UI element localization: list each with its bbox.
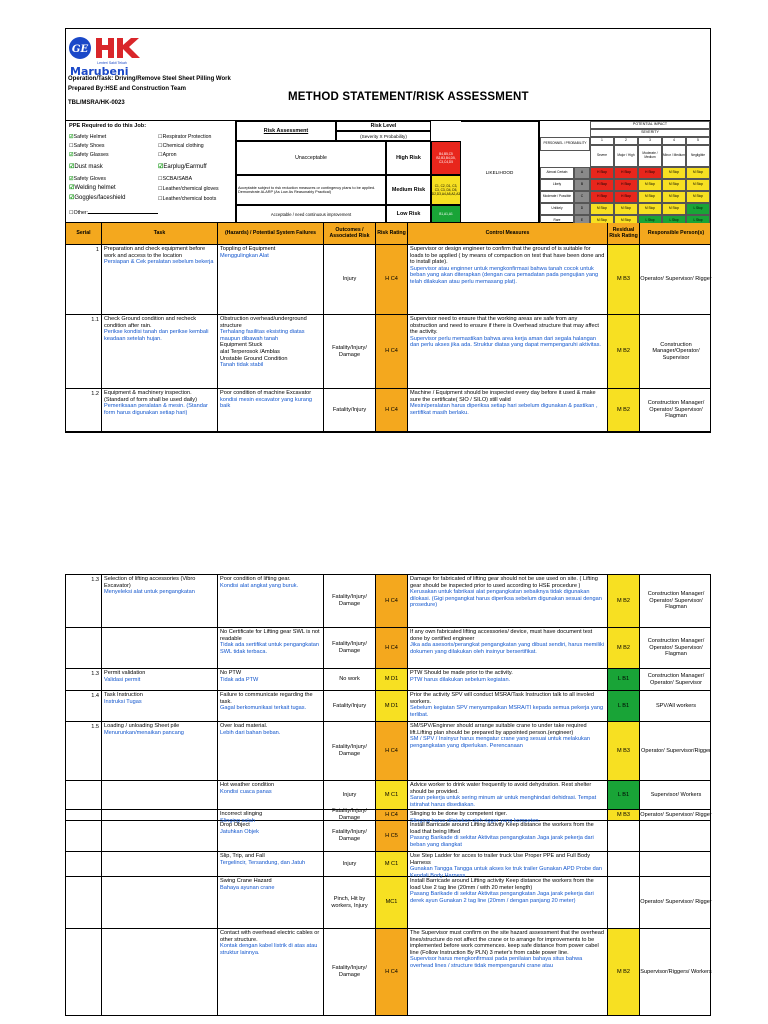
serial-cell: 1	[66, 245, 102, 314]
outcome-cell: Injury	[324, 245, 376, 314]
operation-task: Operation/Task: Driving/Remove Steel Sheet Pilling Work	[68, 76, 231, 82]
outcome-cell: Fatality/Injury/ Damage	[324, 628, 376, 668]
document-number: TBL/MSRA/HK-0023	[68, 100, 125, 106]
top-rows	[66, 245, 710, 432]
risk-rating-cell: MC1	[376, 877, 408, 928]
severity-matrix	[539, 121, 711, 223]
hazard-cell: Toppling of Equipment Menggulingkan Alat	[218, 245, 324, 314]
task-cell: Check Ground condition and recheck condition after rain. Perikse kondisi tanah dan perikse kembali keadaan setelah hujan.	[102, 315, 218, 388]
responsible-cell: Supervisor/Riggers/ Workers	[640, 968, 712, 975]
control-cell: Supervisor or design engineer to confirm that the ground of is suitable for loads to be applied ( by means of compaction on test that have been done and to install plate). Supervisor atau enginner untuk mengkonfirmasi bahwa tanah cocok untuk beban yang akan diterapkan (dengan cara pemadatan pada pengujian yang telah dilakukan atau perlu memasang plat).	[408, 245, 608, 314]
hazard-cell: Slip, Trip, and Fall Tergelincir, Tersandung, dan Jatuh	[218, 852, 324, 876]
likelihood-row-code: E	[574, 215, 590, 227]
severity-heading: SEVERITY	[590, 129, 710, 137]
severity-cell: M Stop	[638, 179, 662, 191]
potential-impact-heading: POTENTIAL IMPACT	[590, 121, 710, 129]
task-cell: Preparation and check equipment before work and access to the location Persiapan & Cek peralatan sebelum bekerja	[102, 245, 218, 314]
risk-rating-cell: M C1	[376, 781, 408, 809]
serial-cell	[66, 852, 102, 876]
serial-cell	[66, 781, 102, 809]
residual-rating-cell: M B2	[608, 315, 640, 388]
control-cell: Supervisor need to ensure that the working areas are safe from any obstruction and need to ensure if there is Overhead structure that may affect the activity. Supervisor perlu memastikan bahwa area kerja aman dari segala halangan dan perlu akses jika ada. Struktur diatas yang dapat mempengaruhi aktivitas.	[408, 315, 608, 388]
serial-cell: 1.2	[66, 389, 102, 431]
col-outcomes: Outcomes / Associated Risk	[324, 223, 376, 245]
control-cell: Install Barricade around Lifting activity Keep distance the workers from the load Use 2 tag line (20mm / with 20 meter length) Pasang Barikade di sekitar Aktivitas pengangkatan Jaga jarak pekerja dari derek ayun Gunakan 2 tag line (20mm / dengan panjang 20 meter)	[408, 877, 608, 928]
unacceptable-label: Unacceptable	[236, 141, 386, 175]
ppe-required-panel	[66, 121, 236, 223]
col-hazards: (Hazards) / Potential System Failures	[218, 223, 324, 245]
outcome-cell: Fatality/Injury/ Damage	[324, 722, 376, 780]
responsible-cell: Construction Manager/ Operator/ Supervisor	[647, 672, 705, 686]
severity-cell: M Stop	[662, 191, 686, 203]
serial-cell: 1.5	[66, 722, 102, 780]
responsible-cell: Operator/ Supervisor/ Rigger	[640, 276, 712, 283]
table-row	[66, 691, 710, 722]
severity-col-label: Negligible	[686, 145, 710, 167]
risk-level-table	[236, 121, 539, 223]
control-cell: Machine / Equipment should be inspected every day before it used & make sure the certificate( SIO / SILO) still valid Mesin/peralatan harus diperiksa setiap hari sebelum digunakan & pastikan , sertifikat masih berlaku.	[408, 389, 608, 431]
acceptable-subject-label: Acceptable subject to risk reduction measures or contingency plans to be applied. Demonstrate ALARP (As Low As Reasonably Practical)	[236, 175, 386, 205]
table-row	[66, 877, 710, 929]
responsible-cell: Construction Manager/Operator/ Supervisor	[652, 341, 700, 361]
outcome-cell: Fatality/Injury/ Damage	[324, 810, 376, 820]
medium-risk-label: Medium Risk	[386, 175, 431, 205]
hazard-cell: Poor condition of lifting gear. Kondisi alat angkat yang buruk.	[218, 575, 324, 627]
hazard-cell: Poor condition of machine Excavator kondisi mesin excavator yang kurang baik	[218, 389, 324, 431]
serial-cell	[66, 877, 102, 928]
ppe-item[interactable]: ☐Apron	[158, 152, 177, 158]
svg-text:Lenteri Sakti Tekah: Lenteri Sakti Tekah	[97, 61, 127, 65]
risk-rating-cell: H C4	[376, 810, 408, 820]
likelihood-row-label: Moderate / Possible	[540, 191, 574, 203]
residual-rating-cell	[608, 877, 640, 928]
likelihood-row-code: D	[574, 203, 590, 215]
severity-cell: H Stop	[614, 191, 638, 203]
task-cell	[102, 852, 218, 876]
ppe-item[interactable]: ☑Safety Glasses	[69, 152, 109, 158]
high-risk-codes: B4,B5,C5 B2,B3,B4,D5, C3,C4,D5	[431, 141, 461, 175]
responsible-cell: Supervisor/ Workers	[650, 791, 702, 798]
table-row	[66, 245, 710, 315]
ppe-item[interactable]: ☑Safety Gloves	[69, 176, 106, 182]
hazard-cell: Hot weather condition Kondisi cuaca panas	[218, 781, 324, 809]
outcome-cell: Injury	[324, 852, 376, 876]
ppe-item[interactable]: ☑Welding helmet	[69, 185, 116, 191]
risk-rating-cell: H C4	[376, 575, 408, 627]
outcome-cell: Fatality/Injury/ Damage	[324, 315, 376, 388]
risk-assessment-heading: Risk Assessment	[236, 121, 336, 141]
table-row	[66, 852, 710, 877]
severity-col-label: Minor / Medium	[662, 145, 686, 167]
residual-rating-cell: M B2	[608, 575, 640, 627]
likelihood-row-code: B	[574, 179, 590, 191]
col-task: Task	[102, 223, 218, 245]
residual-rating-cell: M B2	[608, 929, 640, 1015]
serial-cell: 1.3	[66, 575, 102, 627]
residual-rating-cell: M B2	[608, 628, 640, 668]
severity-cell: M Stop	[686, 191, 710, 203]
page-1	[65, 28, 711, 433]
severity-cell: M Stop	[662, 179, 686, 191]
severity-cell: M Stop	[686, 179, 710, 191]
responsible-cell: Construction Manager/ Operator/ Supervisor/ Flagman	[647, 638, 705, 658]
control-cell: Prior the activity SPV will conduct MSRA/Task Instruction talk to all involed workers. Sebelum kegiatan SPV menyampaikan MSRA/TI kepada semua pekerja yang terlibat.	[408, 691, 608, 721]
risk-rating-cell: H C4	[376, 722, 408, 780]
control-cell: Damage for fabricated of lifting gear should not be use used on site. ( Lifting gear should be inspected prior to used according to HSE procedure ) Kerusakan untuk fabrikasi alat pengangkatan sebaiknya tidak digunakan dilokasi. (Gigi pengangkat harus diperiksa sebelum digunakan sesuai dengan prosedure)	[408, 575, 608, 627]
task-cell	[102, 929, 218, 1015]
severity-col-number: 3	[638, 137, 662, 145]
table-row	[66, 628, 710, 669]
document-title: METHOD STATEMENT/RISK ASSESSMENT	[288, 91, 529, 103]
control-cell: Install Barricade around Lifting activity Keep distance the workers from the load that being lifted Pasang Barikade di sekitar Aktivitas pengangkatan Jaga jarak pekerja dari beban yang diangkat	[408, 821, 608, 851]
severity-cell: M Stop	[614, 215, 638, 227]
severity-cell: L Stop	[686, 215, 710, 227]
severity-cell: H Stop	[614, 167, 638, 179]
acceptable-continuous-label: Acceptable / need continuous improvement	[236, 205, 386, 223]
task-cell: Task Instruction Instruksi Tugas	[102, 691, 218, 721]
bottom-rows	[66, 575, 710, 1016]
serial-cell: 1.4	[66, 691, 102, 721]
severity-cell: M Stop	[662, 203, 686, 215]
control-cell: Slinging to be done by competent riger. Slinging harus dilakukan oleh rigger yang kompeten.	[408, 810, 608, 820]
ppe-item-other[interactable]: ☐Other:	[69, 210, 158, 216]
residual-rating-cell: M B2	[608, 389, 640, 431]
serial-cell: 1.1	[66, 315, 102, 388]
risk-rating-cell: H C4	[376, 389, 408, 431]
task-cell	[102, 821, 218, 851]
severity-cell: L Stop	[638, 215, 662, 227]
outcome-cell: Injury	[324, 781, 376, 809]
responsible-cell: Construction Manager/ Operator/ Supervisor/ Flagman	[647, 591, 705, 611]
task-cell: Permit validation Validasi permit	[102, 669, 218, 690]
severity-cell: H Stop	[590, 191, 614, 203]
severity-col-number: 2	[614, 137, 638, 145]
col-serial: Serial	[66, 223, 102, 245]
severity-cell: M Stop	[638, 203, 662, 215]
serial-cell: 1.3	[66, 669, 102, 690]
residual-rating-cell: L B1	[608, 691, 640, 721]
responsible-cell: Construction Manager/ Operator/ Supervisor/ Flagman	[647, 400, 705, 420]
hazard-cell: Incorrect slinging Slinging salah	[218, 810, 324, 820]
residual-rating-cell: M B3	[608, 810, 640, 820]
severity-col-label: Severe	[590, 145, 614, 167]
outcome-cell: Fatality/Injury/ Damage	[324, 929, 376, 1015]
high-risk-label: High Risk	[386, 141, 431, 175]
serial-cell	[66, 810, 102, 820]
risk-rating-cell: H C4	[376, 628, 408, 668]
risk-level-heading: Risk Level	[336, 121, 431, 131]
ppe-item[interactable]: ☑Goggles/faceshield	[69, 195, 126, 201]
task-cell: Selection of lifting accessories (Vibro Excavator) Menyeleksi alat untuk pengangkatan	[102, 575, 218, 627]
document-header	[66, 29, 710, 121]
likelihood-row-code: C	[574, 191, 590, 203]
task-cell	[102, 810, 218, 820]
ppe-item[interactable]: ☐Chemical clothing	[158, 143, 204, 149]
risk-rating-cell: M D1	[376, 669, 408, 690]
low-risk-codes: B1,A1,A1	[431, 205, 461, 223]
residual-rating-cell: M B3	[608, 722, 640, 780]
task-cell: Loading / unloading Sheet pile Menurunkan/menaikan pancang	[102, 722, 218, 780]
ppe-heading: PPE Required to do this Job:	[69, 123, 147, 129]
control-cell: SM/SPV/Enginner should arrange suitable crane to under take required lift.Lifting plan should be prepared by appointed person.(engineer) SM / SPV / Insinyur harus mengatur crane yang sesuai untuk melakukan pengangkatan yang diperlukan. Perencanaan	[408, 722, 608, 780]
low-risk-label: Low Risk	[386, 205, 431, 223]
severity-cell: M Stop	[638, 191, 662, 203]
table-row	[66, 315, 710, 389]
ppe-item[interactable]: ☑Safety Helmet	[69, 134, 107, 140]
residual-rating-cell: M B3	[608, 245, 640, 314]
responsible-cell	[640, 821, 712, 851]
table-row	[66, 808, 712, 824]
control-cell: PTW Should be made prior to the activity. PTW harus dilakukan sebelum kegiatan.	[408, 669, 608, 690]
residual-rating-cell	[608, 852, 640, 876]
col-control: Control Measures	[408, 223, 608, 245]
risk-assessment-section	[66, 121, 710, 223]
table-header-row	[66, 223, 710, 245]
severity-cell: M Stop	[686, 167, 710, 179]
likelihood-row-label: Almost Certain	[540, 167, 574, 179]
severity-cell: M Stop	[662, 167, 686, 179]
table-row	[66, 389, 710, 432]
serial-cell	[66, 628, 102, 668]
likelihood-row-code: A	[574, 167, 590, 179]
severity-cell: H Stop	[638, 167, 662, 179]
table-row	[66, 722, 710, 781]
severity-cell: H Stop	[614, 179, 638, 191]
hazard-cell: Over load material. Lebih dari bahan beban.	[218, 722, 324, 780]
task-cell	[102, 781, 218, 809]
ppe-item[interactable]: ☑Dust mask	[69, 164, 103, 170]
medium-risk-codes: C1, C2, D1, C3, C3, C3, D4, D5, D2,D3,A4,A5,A2,A3	[431, 175, 461, 205]
residual-rating-cell: L B1	[608, 781, 640, 809]
table-row	[66, 929, 710, 1016]
severity-col-label: Moderate / Medium	[638, 145, 662, 167]
outcome-cell: No work	[324, 669, 376, 690]
residual-rating-cell	[608, 821, 640, 851]
hazard-cell: Obstruction overhead/underground structure Terhalang fasilitas eksisting diatas maupun dibawah tanah Equipment Stuck alat Terperosok /Amblas Unstable Ground Condition Tanah tidak stabil	[218, 315, 324, 388]
severity-col-label: Major / High	[614, 145, 638, 167]
outcome-cell: Pinch, Hit by workers, Injury	[324, 877, 376, 928]
hazard-cell: Drop Object Jatuhkan Objek	[218, 821, 324, 851]
ppe-item[interactable]: ☑Earplug/Earmuff	[158, 164, 207, 170]
col-risk-rating: Risk Rating	[376, 223, 408, 245]
col-responsible: Responsible Person(s)	[647, 230, 705, 237]
responsible-cell	[640, 852, 712, 876]
risk-rating-cell: M C1	[376, 852, 408, 876]
task-cell: Equipment & machinery inspection.(Standard of form shall be used daily) Pemeriksaan peralatan & mesin. (Standar form harus digunakan setiap hari)	[102, 389, 218, 431]
outcome-cell: Fatality/Injury	[324, 389, 376, 431]
responsible-cell: Operator/ Supervisor/ Rigger	[640, 899, 712, 906]
responsible-cell: SPV/All workers	[655, 702, 697, 709]
table-row	[66, 781, 710, 810]
table-row	[66, 669, 710, 691]
risk-rating-cell: H C4	[376, 315, 408, 388]
severity-cell: M Stop	[590, 203, 614, 215]
severity-cell: L Stop	[662, 215, 686, 227]
task-cell	[102, 877, 218, 928]
outcome-cell: Fatality/Injury	[324, 691, 376, 721]
risk-rating-cell: H C5	[376, 821, 408, 851]
control-cell: Advice worker to drink water frequently to avoid dehydration. Rest shelter should be provided. Saran pekerja untuk sering minum air untuk menghindari dehidrasi. Tempat istirahat harus disediakan.	[408, 781, 608, 809]
likelihood-row-label: Rare	[540, 215, 574, 227]
risk-rating-cell: H C4	[376, 245, 408, 314]
severity-cell: M Stop	[614, 203, 638, 215]
page-2	[65, 574, 711, 1016]
risk-rating-cell: M D1	[376, 691, 408, 721]
residual-rating-cell: L B1	[608, 669, 640, 690]
ppe-item[interactable]: ☐SCBA/SABA	[158, 176, 193, 182]
ppe-item[interactable]: ☐Respirator Protection	[158, 134, 212, 140]
likelihood-row-label: Unlikely	[540, 203, 574, 215]
svg-text:GE: GE	[71, 44, 89, 55]
hazard-cell: No PTW Tidak ada PTW	[218, 669, 324, 690]
control-cell: If any own fabricated lifting accessories/ device, must have document test done by certified engineer Jika ada asesoris/perangkat pengangkatan yang dibuat sendiri, harus memiliki dokumen yang dilakukan oleh insinyur bersertifikat.	[408, 628, 608, 668]
hazard-cell: Swing Crane Hazard Bahaya ayunan crane	[218, 877, 324, 928]
probability-heading: PERSONNEL / PROBABILITY	[540, 137, 590, 151]
responsible-cell: Operator/ Supervisor/Rigger	[641, 747, 711, 754]
severity-col-number: 5	[686, 137, 710, 145]
likelihood-row-label: Likely	[540, 179, 574, 191]
risk-rating-cell: H C4	[376, 929, 408, 1015]
severity-col-number: 4	[662, 137, 686, 145]
serial-cell	[66, 821, 102, 851]
ppe-item[interactable]: ☐Leather/chemical boots	[158, 196, 217, 202]
company-logo	[68, 34, 178, 78]
table-row	[66, 821, 710, 852]
svg-text:Marubeni: Marubeni	[70, 65, 129, 78]
responsible-cell: Operator/ Supervisor/ Rigger	[640, 811, 712, 818]
outcome-cell: Fatality/Injury/ Damage	[324, 575, 376, 627]
task-cell	[102, 628, 218, 668]
severity-cell: H Stop	[590, 167, 614, 179]
severity-probability: (Severity X Probability)	[336, 131, 431, 141]
hazard-cell: No Certificate for Lifting gear SWL is not readable Tidak ada sertifikat untuk pengangkatan SWL tidak terbaca.	[218, 628, 324, 668]
severity-cell: H Stop	[590, 179, 614, 191]
prepared-by: Prepared By:HSE and Construction Team	[68, 86, 186, 92]
table-row	[66, 575, 710, 628]
outcome-cell: Fatality/Injury/ Damage	[324, 821, 376, 851]
hazard-cell: Contact with overhead electric cables or other structure. Kontak dengan kabel listrik di atas atau struktur lainnya.	[218, 929, 324, 1015]
likelihood-label: LIKELIHOOD	[461, 121, 539, 223]
control-cell: The Supervisor must confirm on the site hazard assessment that the overhead lines/structure do not affect the crane or to arrange for improvements to be implemented before work commences. keep safe distance from power cabel line (Follow Instruction By PLN) 3 meter's from cable power line. Supervisor harus mengkonfirmasi pada penilaian bahaya situs bahwa overhead lines / structure tidak mempengaruhi crane atau	[408, 929, 608, 1015]
control-cell: Use Step Ladder for acces to trailer truck Use Proper PPE and Full Body Harness Gunakan Tangga Tangga untuk akses ke truk trailer Gunakan APD Probe dan Kendali Body Harness	[408, 852, 608, 876]
ppe-item[interactable]: ☐Safety Shoes	[69, 143, 105, 149]
col-residual: Residual Risk Rating	[608, 223, 640, 245]
hazard-cell: Failure to communicate regarding the task. Gagal berkomunikasi terkait tugas.	[218, 691, 324, 721]
serial-cell	[66, 929, 102, 1015]
severity-cell: L Stop	[686, 203, 710, 215]
severity-col-number: 1	[590, 137, 614, 145]
ppe-item[interactable]: ☐Leather/chemical gloves	[158, 186, 219, 192]
severity-cell: M Stop	[590, 215, 614, 227]
